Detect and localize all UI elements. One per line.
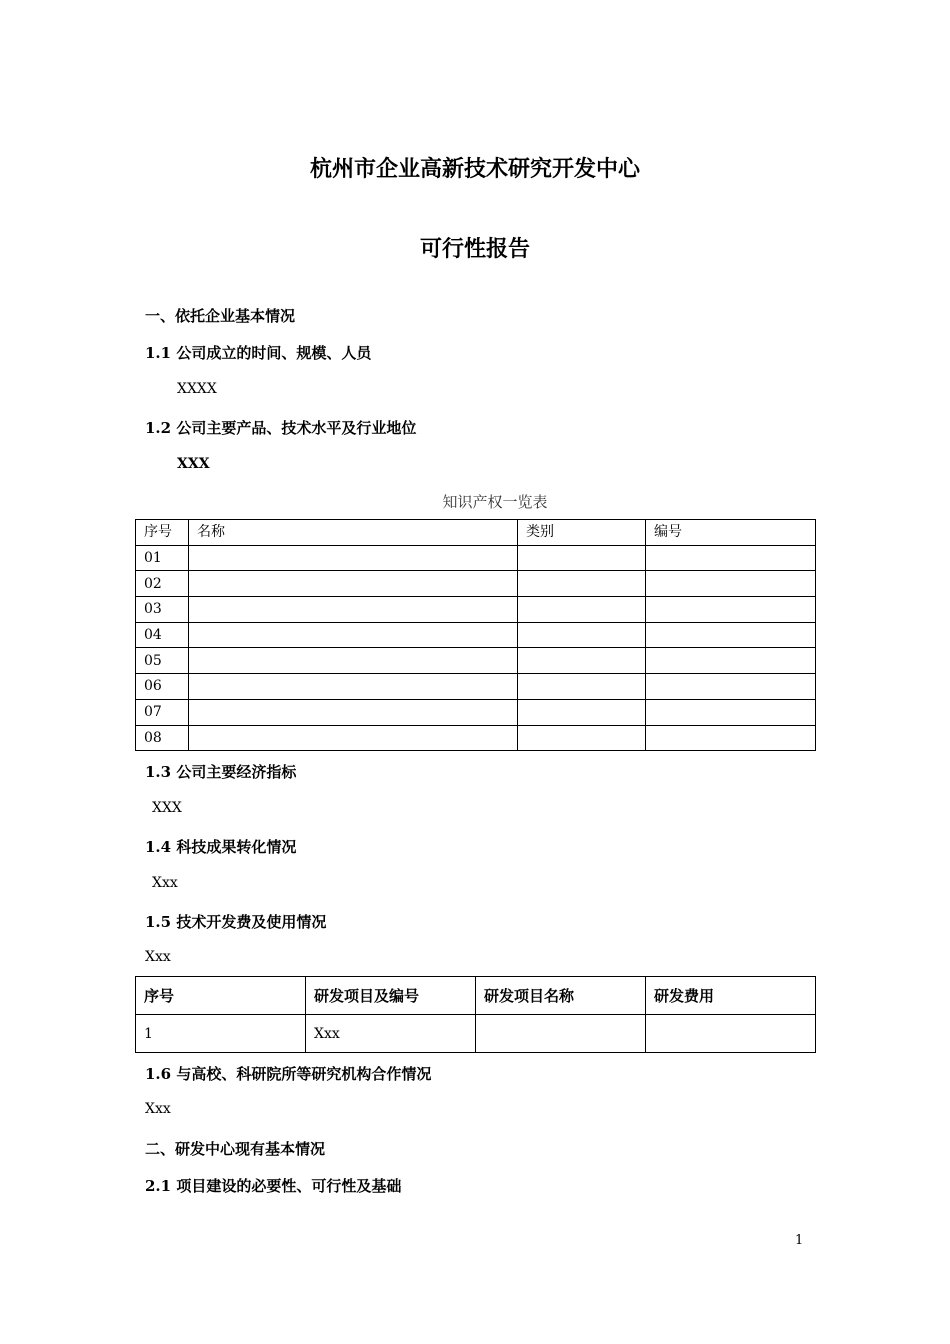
table-cell [189,622,518,648]
table-cell [646,622,816,648]
section1-heading: 一、依托企业基本情况 [145,307,296,325]
table-cell [518,545,646,571]
header-cell: 研发项目名称 [476,977,646,1015]
table-cell [518,622,646,648]
header-cell: 研发项目及编号 [306,977,476,1015]
table-cell: 02 [136,571,189,597]
section2-1-heading: 2.1 项目建设的必要性、可行性及基础 [145,1177,402,1195]
table-cell [518,725,646,751]
header-cell: 序号 [136,977,306,1015]
document-title: 杭州市企业高新技术研究开发中心 [309,156,640,182]
table-cell: 01 [136,545,189,571]
rd-table [135,976,816,1053]
table-cell: 08 [136,725,189,751]
table-cell: 07 [136,699,189,725]
table-cell: 04 [136,622,189,648]
table-cell [189,597,518,623]
table-row [136,622,816,648]
table-cell: 1 [136,1015,306,1053]
document-subtitle: 可行性报告 [419,236,530,262]
table-row [136,545,816,571]
section1-6-heading: 1.6 与高校、科研院所等研究机构合作情况 [145,1065,432,1083]
table-cell [518,674,646,700]
table-cell: 06 [136,674,189,700]
table-cell: Xxx [306,1015,476,1053]
table-cell [476,1015,646,1053]
table-cell [518,648,646,674]
section1-4-heading: 1.4 科技成果转化情况 [145,838,297,856]
table-cell [646,648,816,674]
table-cell [518,571,646,597]
section1-2-body: XXX [177,456,210,472]
section1-3-heading: 1.3 公司主要经济指标 [145,763,297,781]
table-cell [189,571,518,597]
section1-5-body: Xxx [145,949,171,965]
table-cell [518,597,646,623]
header-cell: 研发费用 [646,977,816,1015]
table-row [136,1015,816,1053]
section1-1-heading: 1.1 公司成立的时间、规模、人员 [145,344,372,362]
section1-4-body: Xxx [152,875,178,891]
table-cell [646,725,816,751]
table-row [136,648,816,674]
table-row [136,674,816,700]
header-cell: 类别 [518,520,646,546]
table-cell [189,699,518,725]
table-cell [189,545,518,571]
table-cell [646,674,816,700]
table-cell [189,648,518,674]
table-header-row [136,977,816,1015]
table-cell [518,699,646,725]
table-cell [646,571,816,597]
table-cell [646,699,816,725]
table-row [136,725,816,751]
table-header-row [136,520,816,546]
table-cell [189,674,518,700]
table-cell: 03 [136,597,189,623]
table-cell [189,725,518,751]
table-cell [646,597,816,623]
section1-5-heading: 1.5 技术开发费及使用情况 [145,913,327,931]
page-number: 1 [795,1233,804,1248]
section1-6-body: Xxx [145,1101,171,1117]
table-cell: 05 [136,648,189,674]
table-cell [646,545,816,571]
table-row [136,699,816,725]
table-row [136,571,816,597]
section1-2-heading: 1.2 公司主要产品、技术水平及行业地位 [145,419,417,437]
header-cell: 编号 [646,520,816,546]
table-row [136,597,816,623]
section1-1-body: XXXX [177,381,217,397]
ip-table [135,519,816,751]
header-cell: 序号 [136,520,189,546]
table-cell [646,1015,816,1053]
ip-table-caption: 知识产权一览表 [442,493,548,511]
section1-3-body: XXX [152,800,182,816]
section2-heading: 二、研发中心现有基本情况 [145,1140,326,1158]
header-cell: 名称 [189,520,518,546]
